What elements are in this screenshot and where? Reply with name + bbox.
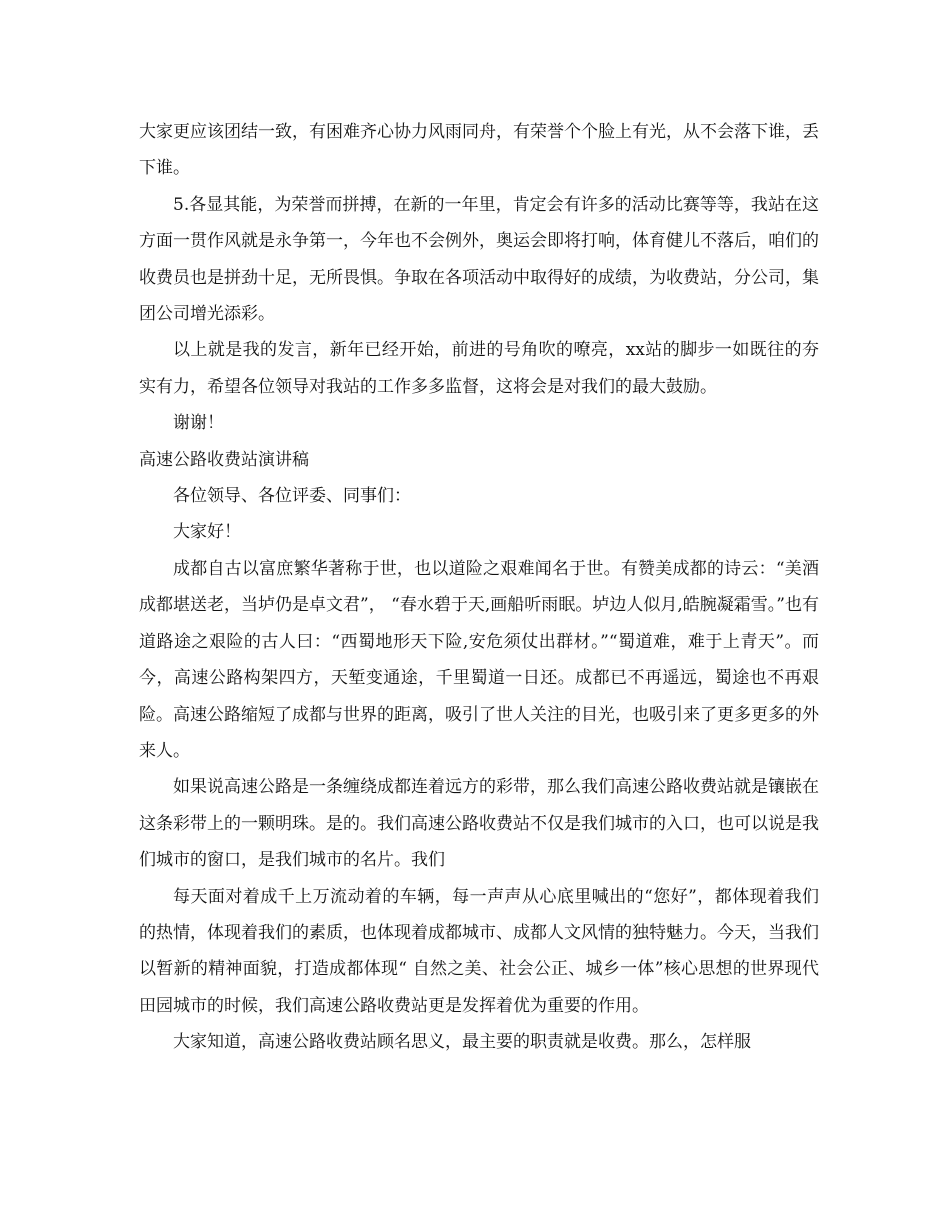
paragraph: 每天面对着成千上万流动着的车辆，每一声声从心底里喊出的“您好”，都体现着我们的热情，体现着我们的素质，也体现着成都城市、成都人文风情的独特魅力。今天，当我们以暂新的精神面貌，打造成都体现“ 自然之美、社会公正、城乡一体”核心思想的世界现代田园城市的时候，我们高速公路收费站更是发挥着优为重要的作用。 [139, 886, 819, 1016]
paragraph: 大家更应该团结一致，有困难齐心协力风雨同舟，有荣誉个个脸上有光，从不会落下谁，丢下谁。 [139, 122, 819, 179]
greeting-line: 大家好！ [173, 522, 241, 543]
paragraph: 成都自古以富庶繁华著称于世，也以道险之艰难闻名于世。有赞美成都的诗云：“美酒成都堪送老，当垆仍是卓文君”， “春水碧于天,画船听雨眠。垆边人似月,皓腕凝霜雪。”也有道路途之艰险的古人曰：“西蜀地形天下险,安危须仗出群材。”“蜀道难，难于上青天”。而今，高速公路构架四方，天堑变通途，千里蜀道一日还。成都已不再遥远，蜀途也不再艰险。高速公路缩短了成都与世界的距离，吸引了世人关注的目光，也吸引来了更多更多的外来人。 [139, 558, 819, 761]
paragraph: 5.各显其能，为荣誉而拼搏，在新的一年里，肯定会有许多的活动比赛等等，我站在这方面一贯作风就是永争第一，今年也不会例外，奥运会即将打响，体育健儿不落后，咱们的收费员也是拼劲十足，无所畏惧。争取在各项活动中取得好的成绩，为收费站，分公司，集团公司增光添彩。 [139, 194, 819, 325]
paragraph: 如果说高速公路是一条缠绕成都连着远方的彩带，那么我们高速公路收费站就是镶嵌在这条彩带上的一颗明珠。是的。我们高速公路收费站不仅是我们城市的入口，也可以说是我们城市的窗口，是我们城市的名片。我们 [139, 777, 819, 871]
greeting-line: 各位领导、各位评委、同事们： [173, 486, 411, 507]
paragraph: 大家知道，高速公路收费站顾名思义，最主要的职责就是收费。那么，怎样服 [173, 1032, 751, 1053]
paragraph: 谢谢！ [173, 413, 224, 434]
document-body [139, 114, 819, 1061]
section-title: 高速公路收费站演讲稿 [139, 449, 309, 470]
paragraph: 以上就是我的发言，新年已经开始，前进的号角吹的嘹亮，xx站的脚步一如既往的夯实有力，希望各位领导对我站的工作多多监督，这将会是对我们的最大鼓励。 [139, 340, 819, 397]
